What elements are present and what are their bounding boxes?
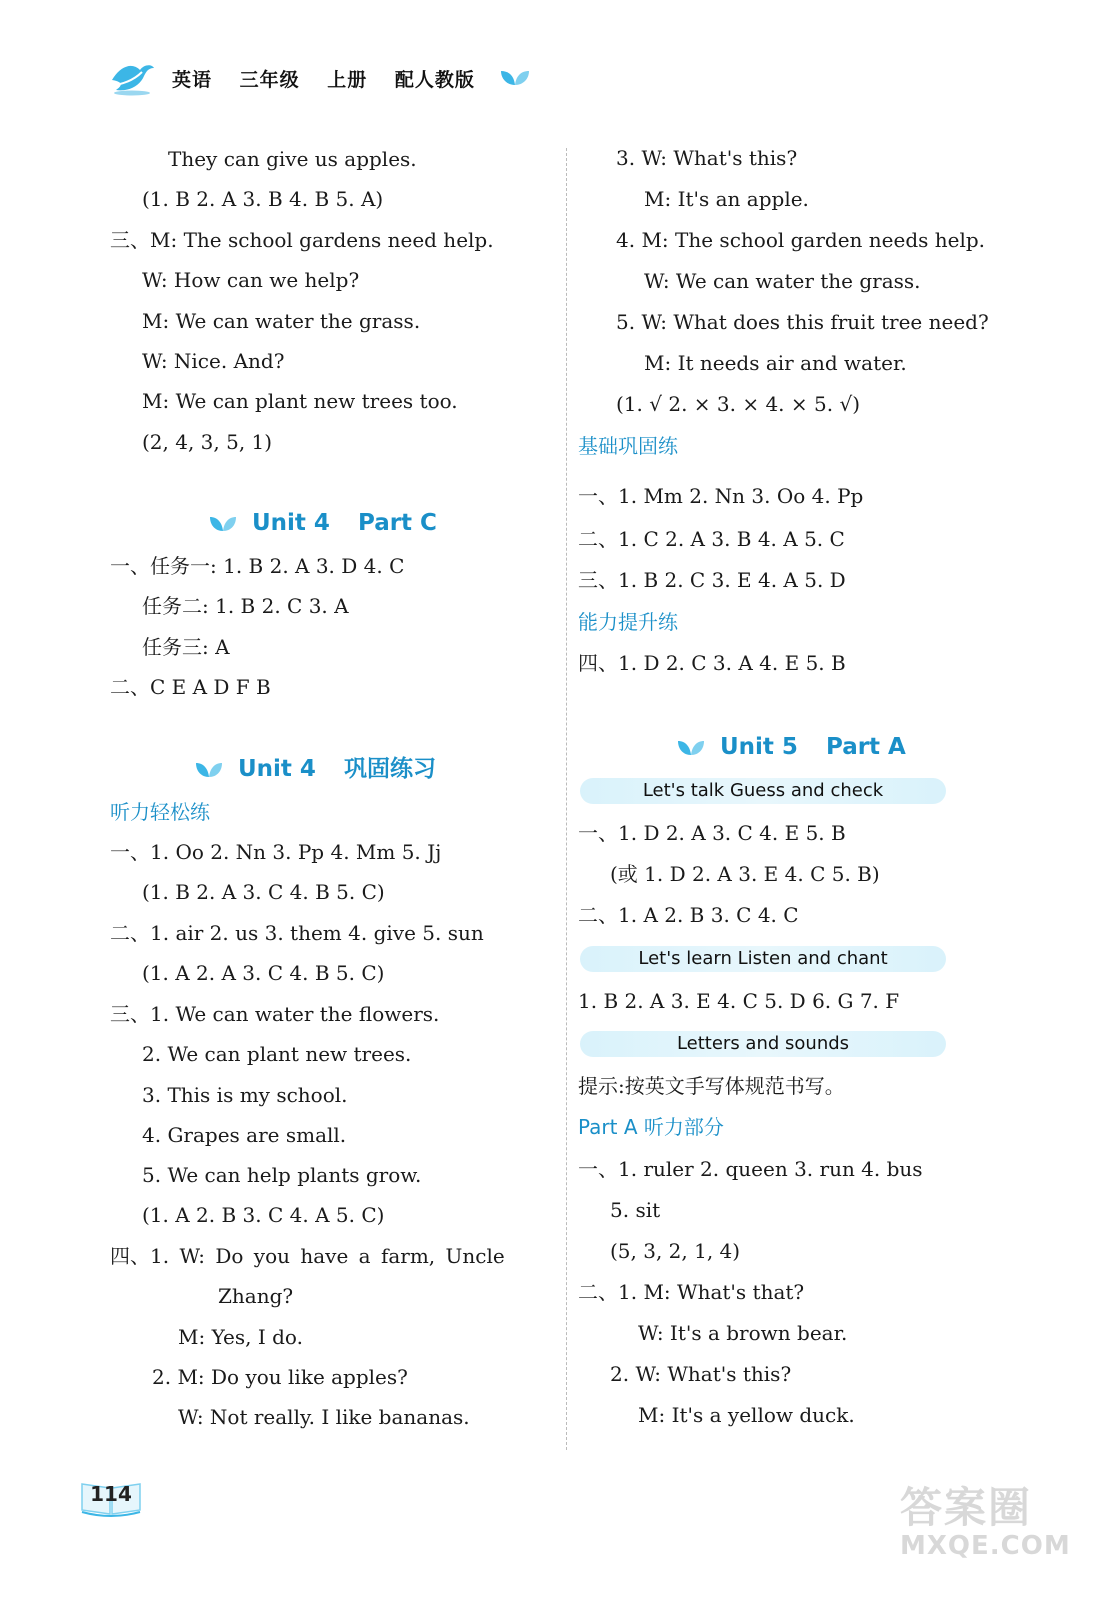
answer-line: (1. A 2. B 3. C 4. A 5. C) xyxy=(142,1203,385,1227)
answer-line: 1. B 2. A 3. E 4. C 5. D 6. G 7. F xyxy=(578,989,900,1013)
answer-line: W: Nice. And? xyxy=(142,349,285,373)
unit5-parta-title xyxy=(676,730,906,764)
answer-line: 二、C E A D F B xyxy=(110,675,271,699)
unit-label: Unit 4 xyxy=(252,510,330,536)
answer-line: 提示:按英文手写体规范书写。 xyxy=(578,1074,845,1098)
section-heading: 基础巩固练 xyxy=(578,434,678,458)
answer-line: 3. W: What's this? xyxy=(616,146,798,170)
answer-line: 任务三: A xyxy=(142,635,230,659)
watermark-logo: 答案圈 xyxy=(900,1483,1033,1532)
leaf-icon xyxy=(208,514,238,534)
answer-line: 4. Grapes are small. xyxy=(142,1123,347,1147)
answer-line: 一、1. Mm 2. Nn 3. Oo 4. Pp xyxy=(578,484,864,508)
answer-line: 二、1. air 2. us 3. them 4. give 5. sun xyxy=(110,921,484,945)
answer-line: 一、1. Oo 2. Nn 3. Pp 4. Mm 5. Jj xyxy=(110,840,442,864)
answer-line: 二、1. A 2. B 3. C 4. C xyxy=(578,903,799,927)
answer-line: M: We can water the grass. xyxy=(142,309,421,333)
answer-line: (1. B 2. A 3. B 4. B 5. A) xyxy=(142,187,384,211)
answer-line: M: We can plant new trees too. xyxy=(142,389,458,413)
answer-line: 5. sit xyxy=(610,1198,661,1222)
unit4-review-title xyxy=(194,752,436,786)
book-title xyxy=(172,65,495,92)
answer-line: (1. √ 2. × 3. × 4. × 5. √) xyxy=(616,392,860,416)
answer-line: 三、M: The school gardens need help. xyxy=(110,228,494,252)
answer-line: W: How can we help? xyxy=(142,268,360,292)
answer-line: M: Yes, I do. xyxy=(178,1325,303,1349)
watermark xyxy=(900,1485,1071,1561)
answer-line: Zhang? xyxy=(218,1284,294,1308)
page-header xyxy=(110,58,531,98)
section-heading: 能力提升练 xyxy=(578,610,678,634)
answer-line: W: We can water the grass. xyxy=(644,269,921,293)
bird-logo-icon xyxy=(110,60,156,96)
answer-line: 二、1. C 2. A 3. B 4. A 5. C xyxy=(578,527,845,551)
answer-line: 5. We can help plants grow. xyxy=(142,1163,422,1187)
lesson-bar: Let's talk Guess and check xyxy=(580,778,946,804)
subject: 英语 xyxy=(172,68,213,91)
part-label: 巩固练习 xyxy=(343,756,436,782)
answer-line: 2. M: Do you like apples? xyxy=(152,1365,408,1389)
section-heading: Part A 听力部分 xyxy=(578,1115,724,1139)
unit-label: Unit 5 xyxy=(720,734,798,760)
answer-line: W: It's a brown bear. xyxy=(638,1321,848,1345)
unit4-partc-title xyxy=(208,506,437,540)
edition: 配人教版 xyxy=(394,68,475,91)
answer-line: (1. B 2. A 3. C 4. B 5. C) xyxy=(142,880,385,904)
volume: 上册 xyxy=(327,68,368,91)
answer-line: (2, 4, 3, 5, 1) xyxy=(142,430,273,454)
answer-line: M: It's an apple. xyxy=(644,187,809,211)
answer-line: 4. M: The school garden needs help. xyxy=(616,228,986,252)
answer-line: They can give us apples. xyxy=(168,147,417,171)
answer-line: (5, 3, 2, 1, 4) xyxy=(610,1239,741,1263)
leaf-icon xyxy=(499,67,531,89)
answer-line: 一、任务一: 1. B 2. A 3. D 4. C xyxy=(110,554,405,578)
answer-line: 一、1. ruler 2. queen 3. run 4. bus xyxy=(578,1157,923,1181)
section-heading: 听力轻松练 xyxy=(110,800,210,824)
answer-line: M: It needs air and water. xyxy=(644,351,907,375)
answer-line: 5. W: What does this fruit tree need? xyxy=(616,310,989,334)
page-number: 114 xyxy=(90,1482,132,1506)
leaf-icon xyxy=(676,738,706,758)
answer-line: 2. We can plant new trees. xyxy=(142,1042,412,1066)
answer-line: M: It's a yellow duck. xyxy=(638,1403,855,1427)
unit-label: Unit 4 xyxy=(238,756,316,782)
answer-line: 二、1. M: What's that? xyxy=(578,1280,805,1304)
answer-line: 三、1. B 2. C 3. E 4. A 5. D xyxy=(578,568,846,592)
answer-line: 任务二: 1. B 2. C 3. A xyxy=(142,594,349,618)
lesson-bar: Let's learn Listen and chant xyxy=(580,946,946,972)
answer-line: 2. W: What's this? xyxy=(610,1362,792,1386)
answer-line: (1. A 2. A 3. C 4. B 5. C) xyxy=(142,961,385,985)
answer-line: 3. This is my school. xyxy=(142,1083,348,1107)
answer-line: 一、1. D 2. A 3. C 4. E 5. B xyxy=(578,821,846,845)
answer-line: 四、1. D 2. C 3. A 4. E 5. B xyxy=(578,651,846,675)
answer-line: 三、1. We can water the flowers. xyxy=(110,1002,440,1026)
part-label: Part A xyxy=(825,734,906,760)
answer-line: W: Not really. I like bananas. xyxy=(178,1405,470,1429)
answer-line: 四、1. W: Do you have a farm, Uncle xyxy=(110,1244,505,1268)
leaf-icon xyxy=(194,760,224,780)
answer-line: (或 1. D 2. A 3. E 4. C 5. B) xyxy=(610,862,880,886)
watermark-url: MXQE.COM xyxy=(900,1531,1071,1561)
lesson-bar: Letters and sounds xyxy=(580,1031,946,1057)
column-divider xyxy=(566,148,567,1450)
page-number-badge xyxy=(80,1478,142,1518)
part-label: Part C xyxy=(357,510,437,536)
grade: 三年级 xyxy=(239,68,300,91)
